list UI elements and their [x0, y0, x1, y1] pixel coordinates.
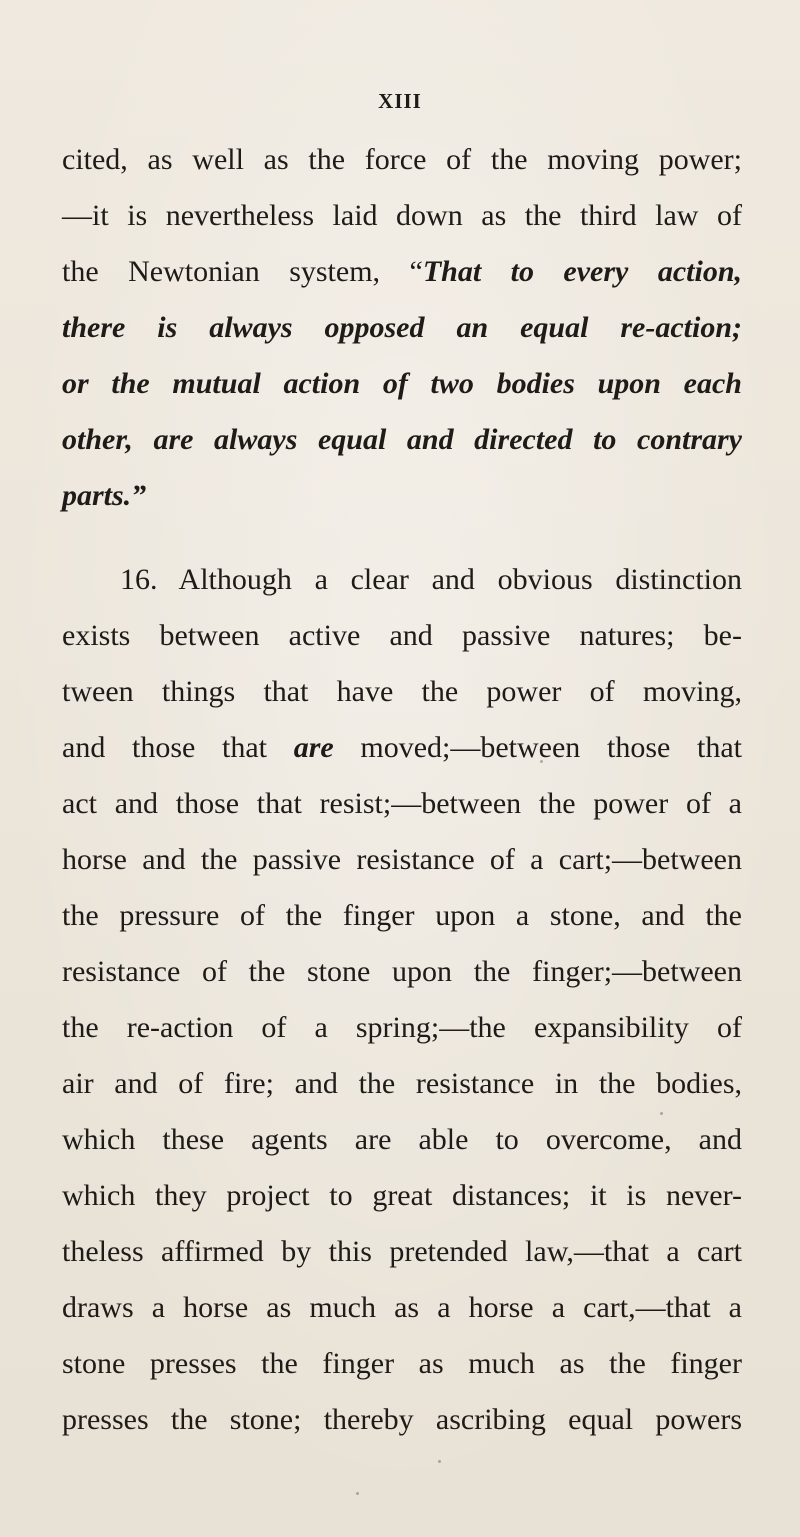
paragraph-2 — [62, 552, 742, 1448]
text-segment: the Newtonian system, “ — [62, 255, 423, 288]
text-line — [62, 720, 742, 776]
text-segment: and those that — [62, 731, 294, 764]
paragraph-1 — [62, 132, 742, 524]
text-line: act and those that resist;—between the power of a — [62, 787, 742, 820]
italic-text-segment: are — [293, 731, 334, 764]
page-number: xiii — [378, 82, 422, 115]
text-line: presses the stone; thereby ascribing equal powers — [62, 1403, 742, 1436]
paper-speck — [660, 1112, 663, 1115]
text-line: horse and the passive resistance of a cart;—between — [62, 843, 742, 876]
text-line: draws a horse as much as a horse a cart,—that a — [62, 1291, 742, 1324]
paper-speck — [540, 760, 543, 763]
text-line: or the mutual action of two bodies upon each — [62, 367, 742, 400]
text-line: the re-action of a spring;—the expansibility of — [62, 1011, 742, 1044]
text-line: parts.” — [62, 479, 147, 512]
text-line — [62, 244, 742, 300]
text-line: other, are always equal and directed to contrary — [62, 423, 742, 456]
text-line: 16. Although a clear and obvious distinction — [120, 563, 742, 596]
text-line: theless affirmed by this pretended law,—that a cart — [62, 1235, 742, 1268]
text-line: there is always opposed an equal re-action; — [62, 311, 742, 344]
text-line: cited, as well as the force of the moving power; — [62, 143, 742, 176]
text-line: which these agents are able to overcome, and — [62, 1123, 742, 1156]
text-line: exists between active and passive natures; be- — [62, 619, 742, 652]
text-line: which they project to great distances; it is never- — [62, 1179, 742, 1212]
text-line: stone presses the finger as much as the finger — [62, 1347, 742, 1380]
text-segment: moved;—between those that — [333, 731, 742, 764]
italic-text-segment: That to every action, — [422, 255, 742, 288]
text-line: tween things that have the power of moving, — [62, 675, 742, 708]
text-line: resistance of the stone upon the finger;—between — [62, 955, 742, 988]
text-line: —it is nevertheless laid down as the third law of — [62, 199, 742, 232]
paper-speck — [356, 1492, 359, 1495]
text-line: air and of fire; and the resistance in the bodies, — [62, 1067, 742, 1100]
paper-speck — [438, 1460, 441, 1463]
text-line: the pressure of the finger upon a stone, and the — [62, 899, 742, 932]
